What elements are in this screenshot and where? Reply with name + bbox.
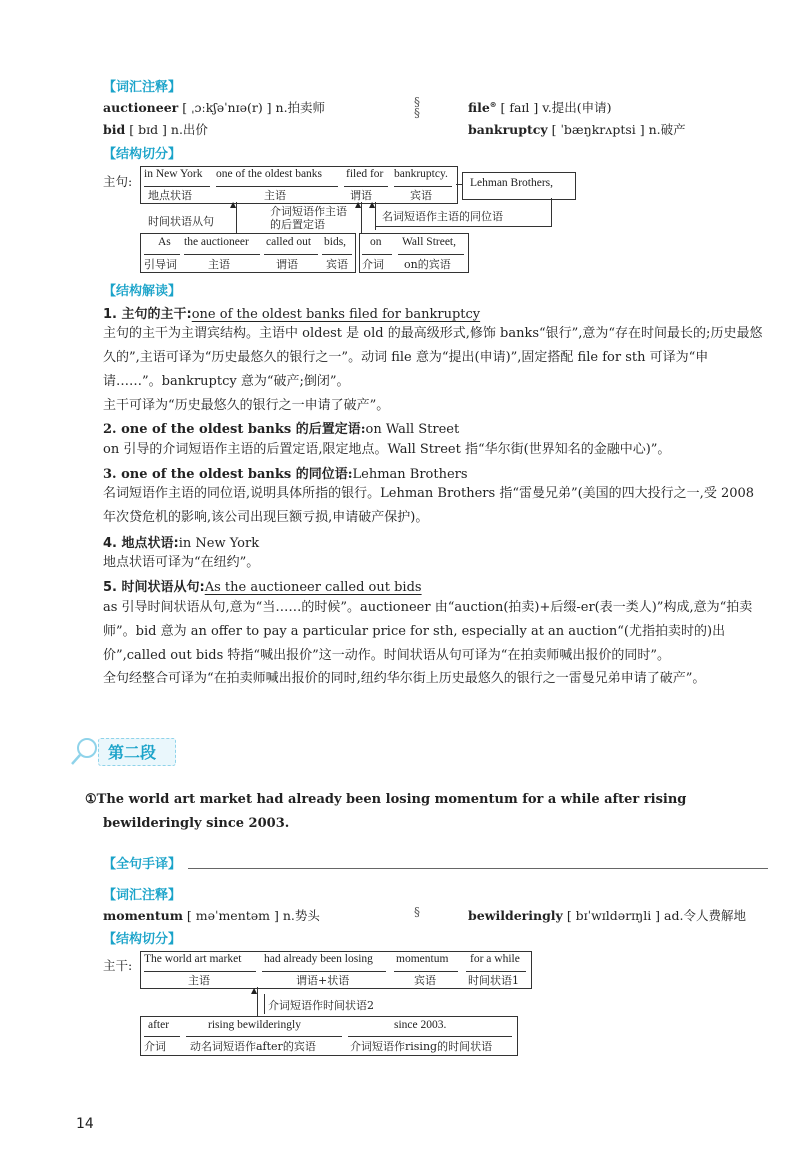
seg-on: on [370,236,382,248]
role-prep-object: on的宾语 [404,258,451,271]
underline [264,254,318,255]
analysis-item-5-head [103,576,422,595]
analysis-para: 全句经整合可译为“在拍卖师喊出报价的同时,纽约华尔街上历史最悠久的银行之一雷曼兄弟申请了破产”。 [103,671,706,686]
vocab-word: bankruptcy [468,122,548,137]
seg-bids: bids, [324,236,347,248]
seg-subject: The world art market [144,953,242,965]
vocab-entry-auctioneer [103,98,325,116]
struct-header: 【结构切分】 [103,147,182,162]
role-object: 宾语 [326,258,348,271]
role-subject: 主语 [264,189,286,202]
vocab-def: [ bɪd ] n.出价 [129,122,208,137]
seg-time: for a while [470,953,520,965]
arrow-up-icon: ▲ [355,200,362,209]
magnifier-icon [70,736,100,766]
vocab-entry-bid [103,120,208,138]
vocab-def: [ ˌɔːkʃəˈnɪə(r) ] n.拍卖师 [182,100,326,115]
seg-as: As [158,236,171,248]
connector [551,198,552,208]
vocab-word: momentum [103,908,183,923]
item-title: 1. 主句的主干: [103,307,192,322]
item-title-en: on Wall Street [365,422,460,437]
role-object: 宾语 [410,189,432,202]
seg-wall-street: Wall Street, [402,236,457,248]
seg-since: since 2003. [394,1019,447,1031]
analysis-para: 地点状语可译为“在纽约”。 [103,555,260,570]
item-title: 3. one of the oldest banks 的同位语: [103,467,353,482]
vocab-header: 【词汇注释】 [103,80,182,95]
vocab-entry-bewilderingly [468,906,746,924]
seg-subject: one of the oldest banks [216,168,323,180]
analysis-item-2-head [103,418,459,437]
item-title-en: Lehman Brothers [352,467,468,482]
underline [348,1036,512,1037]
analysis-item-4-head [103,532,259,551]
vocab-word: file [468,100,490,115]
role-gerund: 动名词短语作after的宾语 [190,1040,316,1053]
analysis-para: as 引导时间状语从句,意为“当……的时候”。auctioneer 由“auction(拍卖)+后缀-er(表一类人)”构成,意为“拍卖师”。bid 意为 an offer to pay a particular price for sth, especially at an auction“(尤指拍卖时的)出价”,called out bids 特指“喊出报价”这一动作。时间状语从句可译为“在拍卖师喊出报价的同时”。 [103,600,753,663]
translate-header: 【全句手译】 [103,857,182,872]
section-title-text: 第二段 [108,743,157,762]
label-prep-time2: 介词短语作时间状语2 [268,999,374,1012]
role-subject: 主语 [208,258,230,271]
item-title: 4. 地点状语: [103,536,179,551]
underline [184,254,260,255]
analysis-header: 【结构解读】 [103,284,182,299]
connector [264,994,265,1014]
main-label: 主干: [103,958,133,973]
seg-called-out: called out [266,236,312,248]
label-time-clause: 时间状语从句 [148,215,214,228]
struct-header-2: 【结构切分】 [103,932,182,947]
seg-rising: rising bewilderingly [208,1019,301,1031]
role-verb: 谓语+状语 [296,974,350,987]
role-time: 时间状语1 [468,974,519,987]
underline [322,254,352,255]
seg-verb: filed for [346,168,384,180]
seg-place: in New York [144,168,203,180]
item-title: 5. 时间状语从句: [103,580,205,595]
analysis-para: 名词短语作主语的同位语,说明具体所指的银行。Lehman Brothers 指“雷曼兄弟”(美国的四大投行之一,受 2008 年次贷危机的影响,该公司出现巨额亏损,申请破产保护)。 [103,486,755,525]
vocab-def: [ bɪˈwɪldərɪŋli ] ad.令人费解地 [566,908,746,923]
role-prep: 介词 [362,258,384,271]
translate-blank-line[interactable] [188,868,768,869]
main-clause-label: 主句: [103,174,133,189]
vocab-word: auctioneer [103,100,179,115]
seg-apposition: Lehman Brothers, [470,177,554,189]
vocab-def: [ faɪl ] v.提出(申请) [500,100,612,115]
arrow-up-icon: ▲ [369,200,376,209]
connector [456,184,462,185]
vocab-def: [ ˈbæŋkrʌptsi ] n.破产 [551,122,686,137]
item-title-en: in New York [178,536,260,551]
vocab-header-2: 【词汇注释】 [103,888,182,903]
vocab-divider: § § [414,95,420,120]
analysis-item-1-head [103,303,480,322]
vocab-def: [ məˈmentəm ] n.势头 [186,908,320,923]
circled-star-icon: ⊛ [489,99,497,109]
seg-object: bankruptcy. [394,168,448,180]
item-title: 2. one of the oldest banks 的后置定语: [103,422,366,437]
analysis-para: 主句的主干为主谓宾结构。主语中 oldest 是 old 的最高级形式,修饰 banks“银行”,意为“存在时间最长的;历史最悠久的”,主语可译为“历史最悠久的银行之一”。动词 file 意为“提出(申请)”,固定搭配 file for sth 可译为“申请……”。bankruptcy 意为“破产;倒闭”。 [103,326,763,389]
vocab-entry-bankruptcy [468,120,686,138]
role-subject: 主语 [188,974,210,987]
seg-auctioneer: the auctioneer [184,236,249,248]
vocab-entry-momentum [103,906,320,924]
role-verb: 谓语 [350,189,372,202]
analysis-item-3-head [103,463,468,482]
vocab-word: bewilderingly [468,908,563,923]
role-prep-time: 介词短语作rising的时间状语 [350,1040,493,1053]
seg-object: momentum [396,953,449,965]
vocab-divider: § [414,905,420,919]
analysis-para: on 引导的介词短语作主语的后置定语,限定地点。Wall Street 指“华尔街(世界知名的金融中心)”。 [103,442,671,457]
sentence-2: ①The world art market had already been losing momentum for a while after rising bewilderingly since 2003. [85,792,687,831]
item-title-en: one of the oldest banks filed for bankruptcy [191,307,481,322]
role-place: 地点状语 [148,189,192,202]
vocab-entry-file [468,98,612,116]
role-prep: 介词 [144,1040,166,1053]
item-title-en: As the auctioneer called out bids [204,580,422,595]
seg-verb: had already been losing [264,953,373,965]
role-verb: 谓语 [276,258,298,271]
seg-after: after [148,1019,170,1031]
underline [398,254,464,255]
page-number: 14 [76,1116,94,1132]
role-object: 宾语 [414,974,436,987]
role-intro: 引导词 [144,258,177,271]
underline [144,1036,180,1037]
underline [362,254,392,255]
arrow-up-icon: ▲ [251,986,258,995]
analysis-para: 主干可译为“历史最悠久的银行之一申请了破产”。 [103,398,390,413]
underline [186,1036,342,1037]
vocab-word: bid [103,122,126,137]
label-apposition: 名词短语作主语的同位语 [382,210,503,223]
underline [144,254,180,255]
arrow-up-icon: ▲ [230,200,237,209]
label-prep-phrase: 介词短语作主语 的后置定语 [270,205,347,231]
